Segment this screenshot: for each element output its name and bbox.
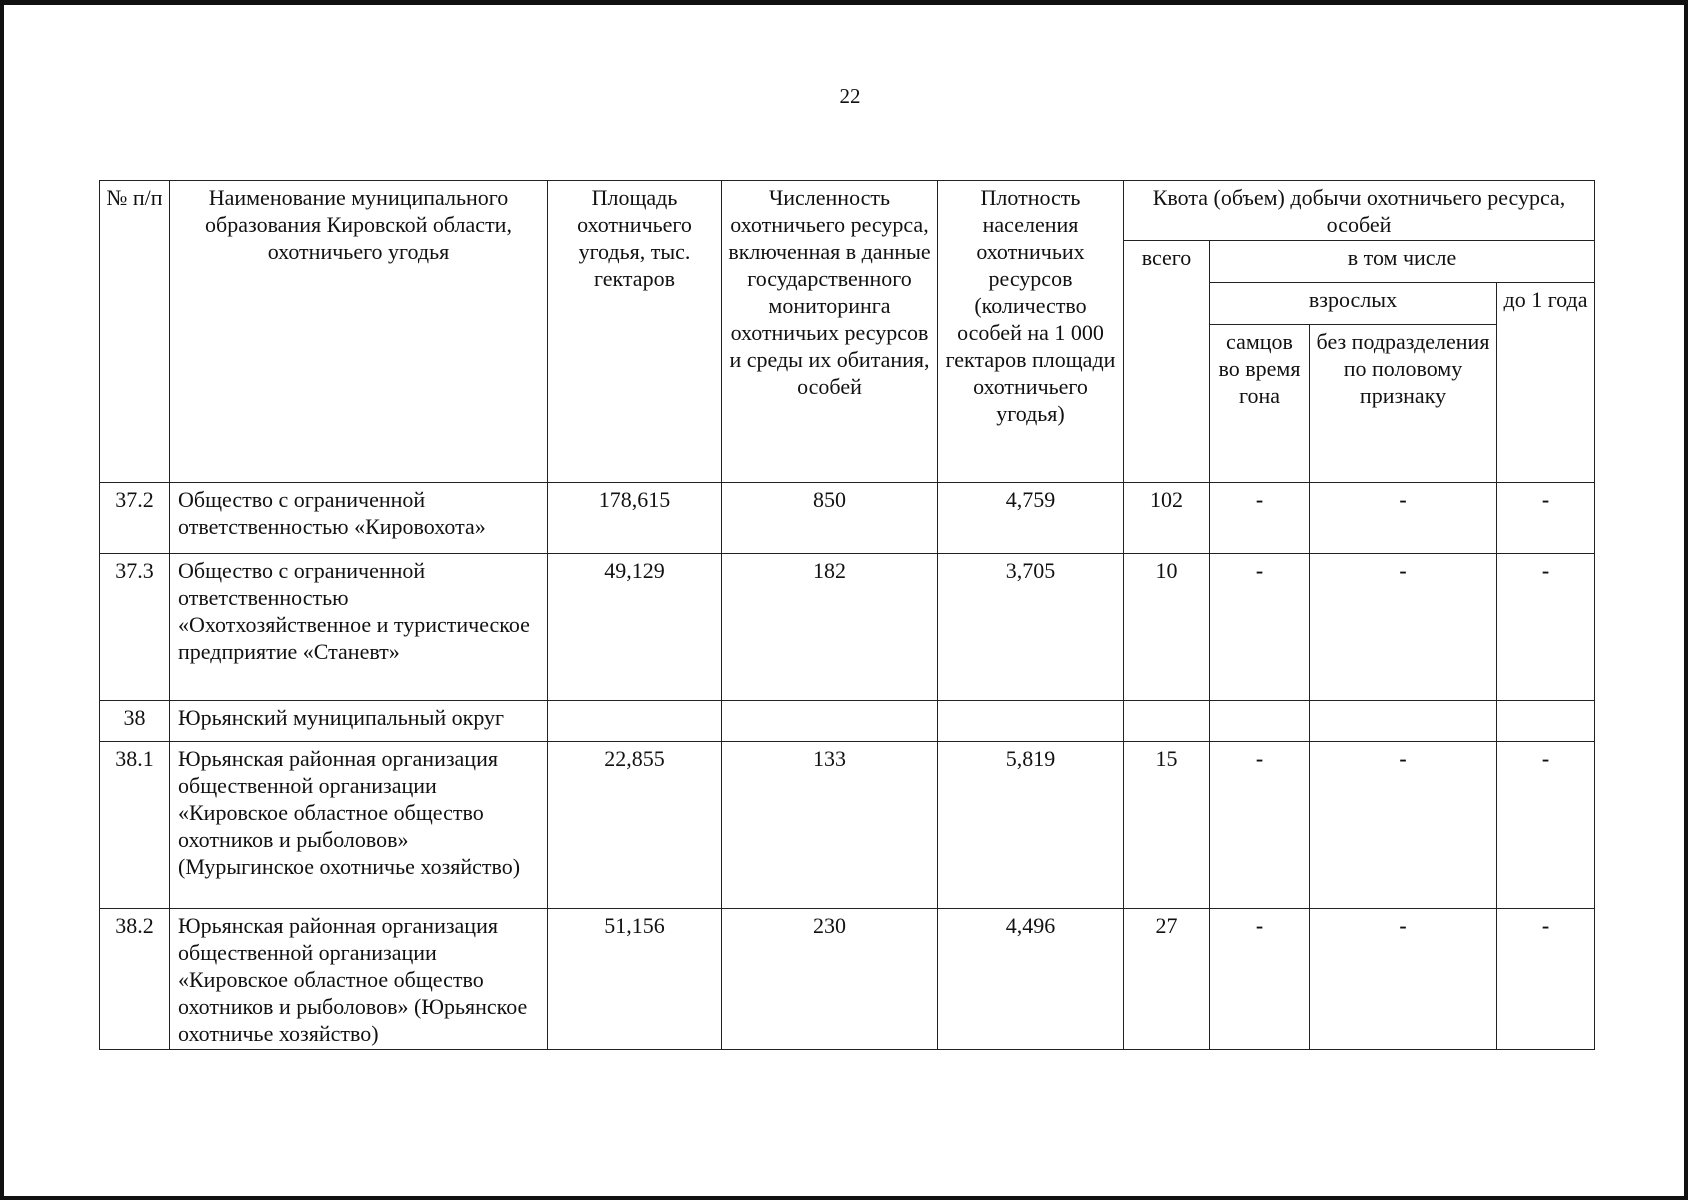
cell-num: 37.3 bbox=[100, 554, 170, 701]
cell-density: 4,759 bbox=[938, 483, 1124, 554]
cell-name: Общество с ограниченной ответственностью «Кировохота» bbox=[170, 483, 548, 554]
cell-area: 49,129 bbox=[548, 554, 722, 701]
header-row-1 bbox=[100, 181, 1595, 241]
table-row bbox=[100, 742, 1595, 909]
cell-young bbox=[1497, 701, 1595, 742]
header-no-sex-split: без подразделения по половому признаку bbox=[1310, 325, 1497, 483]
header-adults: взрослых bbox=[1210, 283, 1497, 325]
cell-males bbox=[1210, 701, 1310, 742]
header-under-year: до 1 года bbox=[1497, 283, 1595, 483]
header-including: в том числе bbox=[1210, 241, 1595, 283]
table-row bbox=[100, 909, 1595, 1050]
cell-area: 22,855 bbox=[548, 742, 722, 909]
header-density: Плотность населения охотничьих ресурсов (количество особей на 1 000 гектаров площади охотничьего угодья) bbox=[938, 181, 1124, 483]
cell-young: - bbox=[1497, 742, 1595, 909]
cell-nosplit bbox=[1310, 701, 1497, 742]
cell-name: Общество с ограниченной ответственностью «Охотхозяйственное и туристическое предприятие «Станевт» bbox=[170, 554, 548, 701]
cell-num: 37.2 bbox=[100, 483, 170, 554]
cell-males: - bbox=[1210, 483, 1310, 554]
cell-males: - bbox=[1210, 742, 1310, 909]
cell-total bbox=[1124, 701, 1210, 742]
cell-num: 38.2 bbox=[100, 909, 170, 1050]
page-number: 22 bbox=[839, 84, 861, 108]
cell-nosplit: - bbox=[1310, 483, 1497, 554]
cell-count: 182 bbox=[722, 554, 938, 701]
cell-name: Юрьянская районная организация общественной организации «Кировское областное общество охотников и рыболовов» (Юрьянское охотничье хозяйство) bbox=[170, 909, 548, 1050]
cell-males: - bbox=[1210, 909, 1310, 1050]
header-name: Наименование муниципального образования Кировской области, охотничьего угодья bbox=[170, 181, 548, 483]
header-quota: Квота (объем) добычи охотничьего ресурса, особей bbox=[1124, 181, 1595, 241]
cell-name: Юрьянская районная организация общественной организации «Кировское областное общество охотников и рыболовов» (Мурыгинское охотничье хозяйство) bbox=[170, 742, 548, 909]
table-row bbox=[100, 701, 1595, 742]
table-row bbox=[100, 483, 1595, 554]
cell-total: 10 bbox=[1124, 554, 1210, 701]
header-num: № п/п bbox=[100, 181, 170, 483]
cell-density: 4,496 bbox=[938, 909, 1124, 1050]
cell-count: 850 bbox=[722, 483, 938, 554]
cell-total: 102 bbox=[1124, 483, 1210, 554]
cell-count: 133 bbox=[722, 742, 938, 909]
cell-nosplit: - bbox=[1310, 554, 1497, 701]
cell-count: 230 bbox=[722, 909, 938, 1050]
header-total: всего bbox=[1124, 241, 1210, 483]
cell-density: 5,819 bbox=[938, 742, 1124, 909]
cell-nosplit: - bbox=[1310, 742, 1497, 909]
cell-num: 38 bbox=[100, 701, 170, 742]
cell-young: - bbox=[1497, 483, 1595, 554]
header-males-rut: самцов во время гона bbox=[1210, 325, 1310, 483]
cell-count bbox=[722, 701, 938, 742]
cell-total: 27 bbox=[1124, 909, 1210, 1050]
cell-young: - bbox=[1497, 554, 1595, 701]
cell-density bbox=[938, 701, 1124, 742]
cell-num: 38.1 bbox=[100, 742, 170, 909]
header-area: Площадь охотничьего угодья, тыс. гектаров bbox=[548, 181, 722, 483]
cell-total: 15 bbox=[1124, 742, 1210, 909]
quota-table bbox=[99, 180, 1595, 1050]
cell-name: Юрьянский муниципальный округ bbox=[170, 701, 548, 742]
table-row bbox=[100, 554, 1595, 701]
header-count: Численность охотничьего ресурса, включенная в данные государственного мониторинга охотничьих ресурсов и среды их обитания, особей bbox=[722, 181, 938, 483]
cell-density: 3,705 bbox=[938, 554, 1124, 701]
cell-area: 178,615 bbox=[548, 483, 722, 554]
cell-area bbox=[548, 701, 722, 742]
cell-males: - bbox=[1210, 554, 1310, 701]
cell-young: - bbox=[1497, 909, 1595, 1050]
cell-area: 51,156 bbox=[548, 909, 722, 1050]
cell-nosplit: - bbox=[1310, 909, 1497, 1050]
